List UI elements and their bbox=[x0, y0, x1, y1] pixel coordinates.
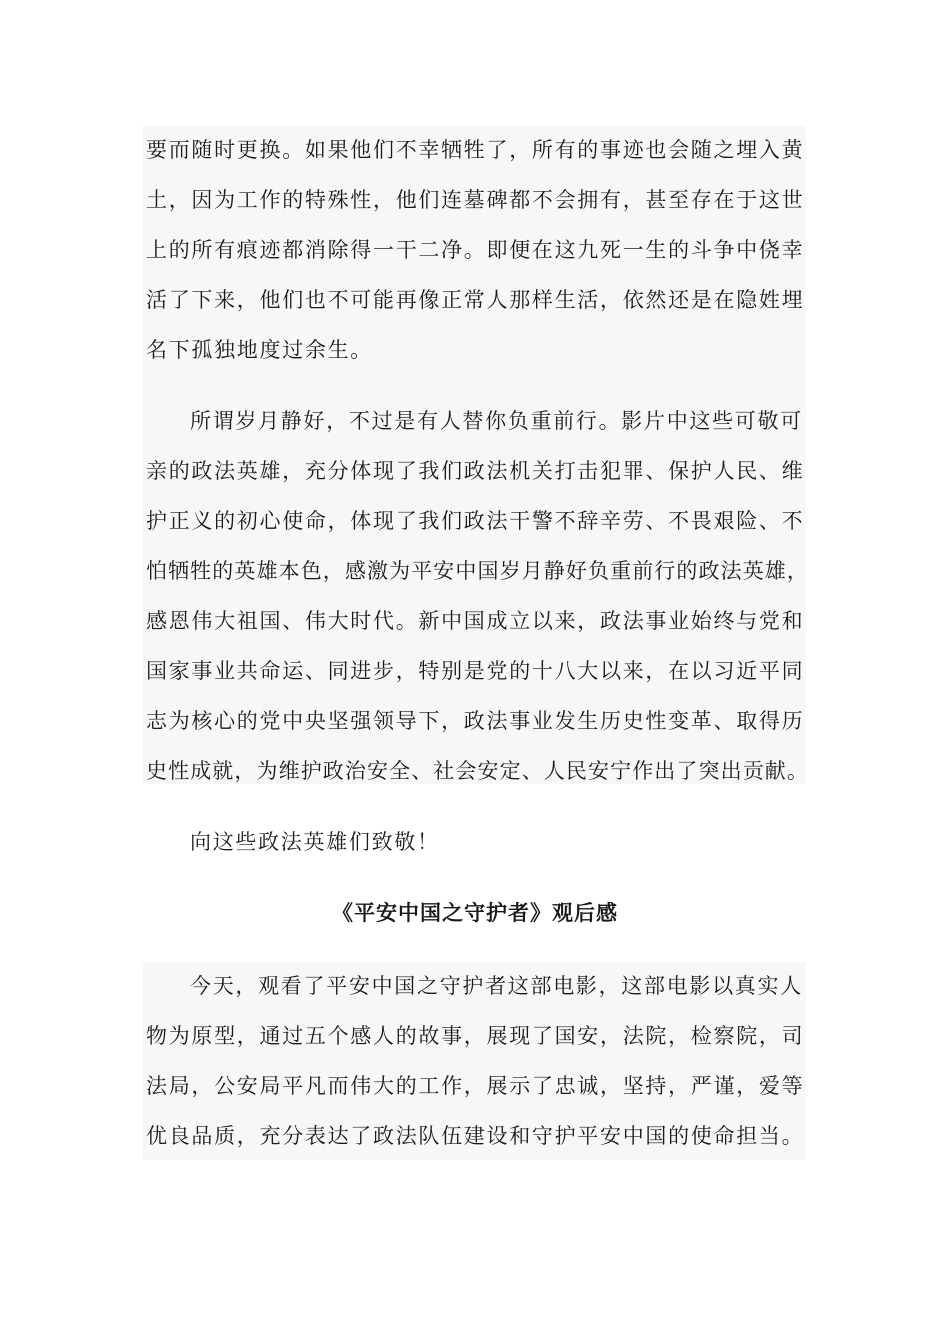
paragraph-line: 史性成就，为维护政治安全、社会安定、人民安宁作出了突出贡献。 bbox=[146, 759, 809, 783]
paragraph-line: 国家事业共命运、同进步，特别是党的十八大以来，在以习近平同 bbox=[146, 659, 805, 683]
paragraph-line: 要而随时更换。如果他们不幸牺牲了，所有的事迹也会随之埋入黄 bbox=[146, 138, 805, 162]
paragraph-line: 土，因为工作的特殊性，他们连墓碑都不会拥有，甚至存在于这世 bbox=[146, 188, 805, 212]
paragraph-line: 所谓岁月静好，不过是有人替你负重前行。影片中这些可敬可 bbox=[190, 409, 803, 433]
paragraph-line: 活了下来，他们也不可能再像正常人那样生活，依然还是在隐姓埋 bbox=[146, 288, 805, 312]
paragraph-line: 物为原型，通过五个感人的故事，展现了国安，法院，检察院，司 bbox=[146, 1024, 805, 1048]
highlight-block-upper bbox=[143, 126, 806, 784]
paragraph-line: 上的所有痕迹都消除得一干二净。即便在这九死一生的斗争中侥幸 bbox=[146, 238, 805, 262]
paragraph-line: 护正义的初心使命，体现了我们政法干警不辞辛劳、不畏艰险、不 bbox=[146, 509, 805, 533]
section-heading: 《平安中国之守护者》观后感 bbox=[332, 900, 618, 925]
paragraph-line: 向这些政法英雄们致敬！ bbox=[190, 830, 440, 854]
paragraph-line: 法局，公安局平凡而伟大的工作，展示了忠诚，坚持，严谨，爱等 bbox=[146, 1074, 805, 1098]
paragraph-line: 优良品质，充分表达了政法队伍建设和守护平安中国的使命担当。 bbox=[146, 1124, 805, 1148]
paragraph-line: 名下孤独地度过余生。 bbox=[146, 338, 373, 362]
paragraph-line: 志为核心的党中央坚强领导下，政法事业发生历史性变革、取得历 bbox=[146, 709, 805, 733]
paragraph-line: 感恩伟大祖国、伟大时代。新中国成立以来，政法事业始终与党和 bbox=[146, 609, 805, 633]
paragraph-line: 今天，观看了平安中国之守护者这部电影，这部电影以真实人 bbox=[190, 974, 803, 998]
paragraph-line: 怕牺牲的英雄本色，感激为平安中国岁月静好负重前行的政法英雄， bbox=[146, 559, 809, 583]
paragraph-line: 亲的政法英雄，充分体现了我们政法机关打击犯罪、保护人民、维 bbox=[146, 459, 805, 483]
